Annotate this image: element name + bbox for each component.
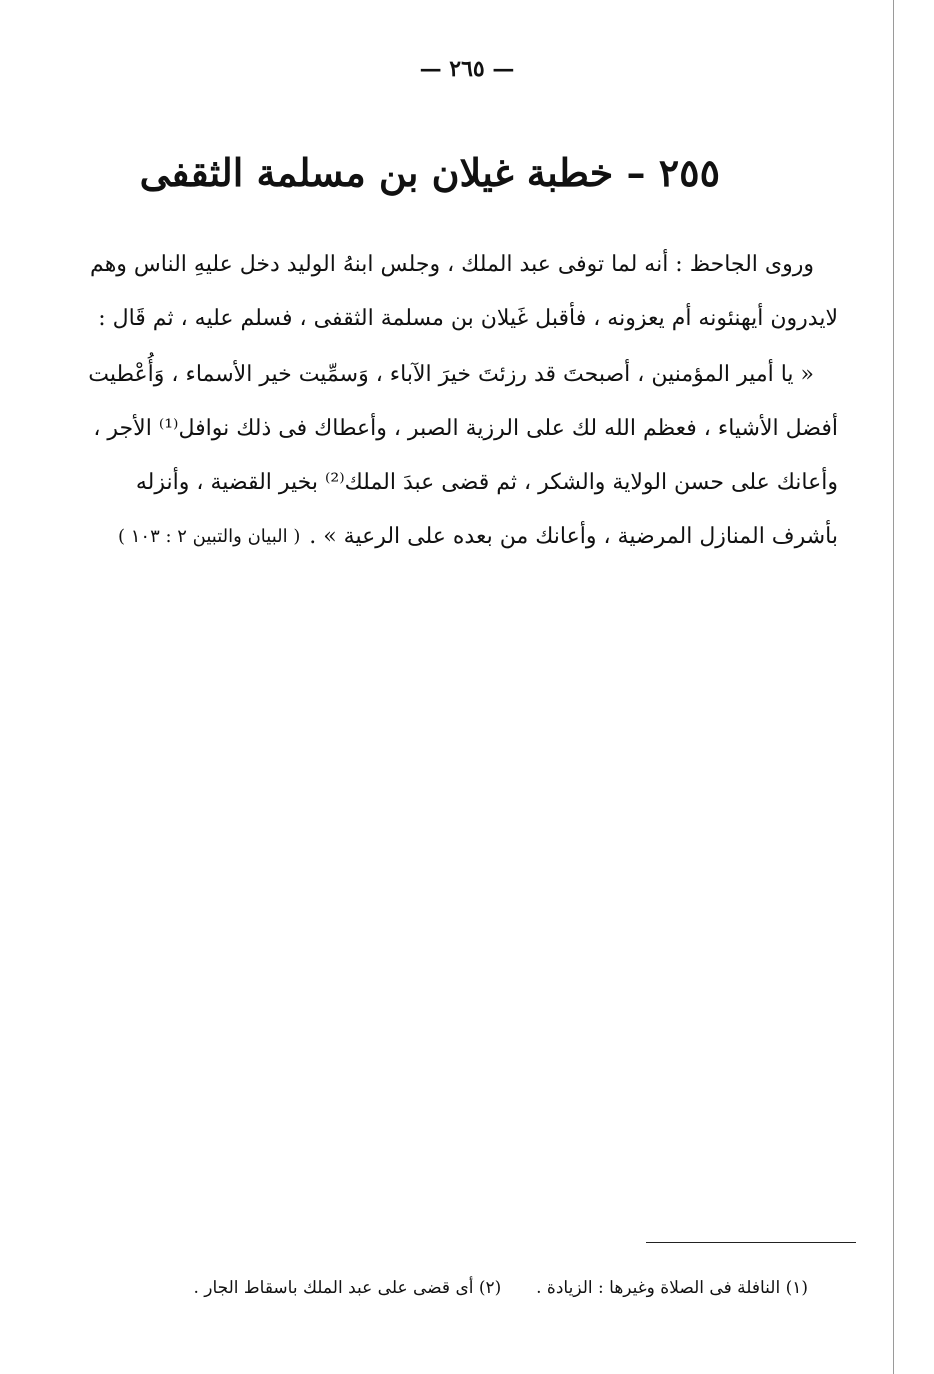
footnote-divider <box>646 1242 856 1243</box>
speech-line: وأعانك على حسن الولاية والشكر ، ثم قضى عبدَ الملك⁽²⁾ بخير القضية ، وأنزله <box>135 470 838 495</box>
speech-paragraph <box>88 348 838 564</box>
speech-line: « يا أمير المؤمنين ، أصبحتَ قد رزئتَ خيرَ الآباء ، وَسمِّيت خير الأسماء ، وَأُعْطيت <box>88 362 814 387</box>
page-number: — ٢٦٥ — <box>419 56 515 82</box>
intro-line: وروى الجاحظ : أنه لما توفى عبد الملك ، وجلس ابنهُ الوليد دخل عليهِ الناس وهم <box>90 252 814 277</box>
footnote-1: (١) النافلة فى الصلاة وغيرها : الزيادة . <box>536 1278 808 1298</box>
speech-line: بأشرف المنازل المرضية ، وأعانك من بعده على الرعية » . <box>309 524 838 549</box>
page-title: ٢٥٥ – خطبة غيلان بن مسلمة الثقفى <box>139 150 720 195</box>
footnotes <box>180 1278 808 1298</box>
page-edge-line <box>893 0 894 1374</box>
footnote-2: (٢) أى قضى على عبد الملك باسقاط الجار . <box>193 1278 502 1298</box>
speech-line: أفضل الأشياء ، فعظم الله لك على الرزية الصبر ، وأعطاك فى ذلك نوافل⁽¹⁾ الأجر ، <box>93 416 838 441</box>
source-citation: ( البيان والتبين ٢ : ١٠٣ ) <box>118 526 301 547</box>
speech-last-line <box>118 510 838 564</box>
intro-paragraph <box>90 238 838 346</box>
intro-line: لايدرون أيهنئونه أم يعزونه ، فأقبل غَيلان بن مسلمة الثقفى ، فسلم عليه ، ثم قَال : <box>98 306 838 331</box>
